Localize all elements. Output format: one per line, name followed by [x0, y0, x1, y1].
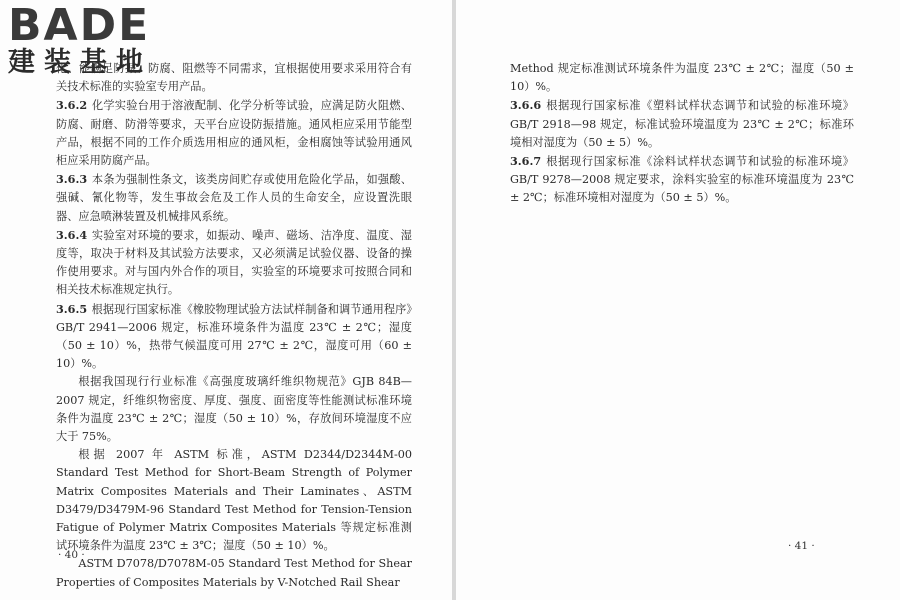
paragraph-text: 实验室对环境的要求，如振动、噪声、磁场、洁净度、温度、湿度等，取决于材料及其试验方法要求，又必须满足试验仪器、设备的操作使用要求。对与国内外合作的项目，实验室的环境要求可按照合同和相关技术标准规定执行。 [56, 228, 412, 297]
left-page-body [56, 60, 412, 592]
paragraph [56, 555, 412, 591]
paragraph-text: 化学实验台用于溶液配制、化学分析等试验，应满足防火阻燃、防腐、耐磨、防滑等要求，天平台应设防振措施。通风柜应采用节能型产品，根据不同的工作介质选用相应的通风柜，金相腐蚀等试验用通风柜应采用防腐产品。 [56, 99, 412, 168]
paragraph-text: Method 规定标准测试环境条件为温度 23℃ ± 2℃；湿度（50 ± 10）%。 [510, 62, 854, 94]
section-number: 3.6.6 [510, 98, 542, 113]
right-page-body [510, 60, 854, 208]
paragraph-text: 化、能满足防振、防腐、阻燃等不同需求，宜根据使用要求采用符合有关技术标准的实验室专用产品。 [56, 62, 412, 94]
page-number-right: · 41 · [788, 540, 815, 552]
section-number: 3.6.2 [56, 98, 88, 113]
logo-sub-text: 建装基地 [8, 47, 152, 78]
paragraph [56, 446, 412, 555]
paragraph [510, 60, 854, 96]
section-number: 3.6.5 [56, 301, 88, 316]
paragraph-text: 本条为强制性条文，该类房间贮存或使用危险化学品，如强酸、强碱、氰化物等，发生事故会危及工作人员的生命安全，应设置洗眼器、应急喷淋装置及机械排风系统。 [56, 173, 412, 223]
paragraph-text: 根据现行国家标准《涂料试样状态调节和试验的标准环境》GB/T 9278—2008 规定要求，涂料实验室的标准环境温度为 23℃ ± 2℃；标准环境相对湿度为（50 ± 5）%。 [510, 155, 854, 205]
paragraph-text: ASTM D7078/D7078M-05 Standard Test Method for Shear Properties of Composites Materials by V-Notched Rail Shear [56, 557, 412, 589]
section-number: 3.6.7 [510, 154, 542, 169]
paragraph [56, 373, 412, 446]
paragraph [56, 300, 412, 374]
section-number: 3.6.3 [56, 172, 88, 187]
section-number: 3.6.4 [56, 227, 88, 242]
paragraph-text: 根据 2007 年 ASTM 标准，ASTM D2344/D2344M-00 Standard Test Method for Short-Beam Strength of Polymer Matrix Composites Materials and Their Laminates、ASTM D3479/D3479M-96 Standard Test Method for Tension-Tension Fatigue of Polymer Matrix Composites Materials 等规定标准测试环境条件为温度 23℃ ± 3℃；湿度（50 ± 10）%。 [56, 448, 412, 553]
paragraph-text: 根据现行国家标准《塑料试样状态调节和试验的标准环境》GB/T 2918—98 规定，标准试验环境温度为 23℃ ± 2℃；标准环境相对湿度为（50 ± 5）%。 [510, 99, 854, 149]
logo-main-text: BADE [8, 0, 151, 51]
paragraph [56, 170, 412, 226]
paragraph [510, 96, 854, 152]
paragraph [56, 96, 412, 170]
paragraph-text: 根据我国现行行业标准《高强度玻璃纤维织物规范》GJB 84B—2007 规定，纤维织物密度、厚度、强度、面密度等性能测试标准环境条件为温度 23℃ ± 2℃；湿度（50 ± 10）%，存放间环境湿度不应大于 75%。 [56, 375, 412, 444]
page-number-left: · 40 · [58, 549, 85, 561]
paragraph [56, 226, 412, 300]
paragraph [510, 152, 854, 208]
watermark-logo [8, 0, 178, 78]
paragraph-text: 根据现行国家标准《橡胶物理试验方法试样制备和调节通用程序》GB/T 2941—2006 规定，标准环境条件为温度 23℃ ± 2℃；湿度（50 ± 10）%，热带气候温度可用 27℃ ± 2℃，湿度可用（60 ± 10）%。 [56, 302, 412, 371]
